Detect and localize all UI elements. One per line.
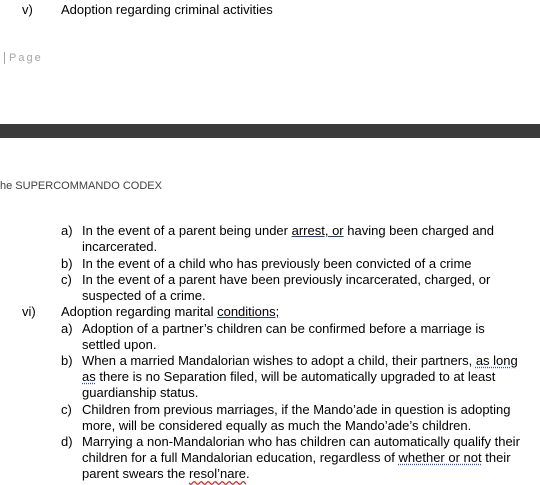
page-footer-label: Page xyxy=(9,52,43,64)
list-item-text: children for a full Mandalorian education, regardless of whether or not their xyxy=(82,450,511,465)
page-separator xyxy=(0,124,540,138)
grammar-flag[interactable]: as long xyxy=(475,353,518,368)
list-item-text: In the event of a parent being under arrest, or having been charged and xyxy=(82,223,494,238)
list-marker: vi) xyxy=(22,304,36,319)
list-marker: c) xyxy=(61,272,72,287)
list-item-text: parent swears the resol’nare. xyxy=(82,466,250,481)
list-item-text: suspected of a crime. xyxy=(82,288,206,303)
document-page-previous xyxy=(0,0,540,124)
list-item-text: When a married Mandalorian wishes to adopt a child, their partners, as long xyxy=(82,353,518,368)
list-item-text: In the event of a child who has previously been convicted of a crime xyxy=(82,256,472,271)
list-marker: a) xyxy=(61,321,73,336)
grammar-flag[interactable]: as xyxy=(82,369,96,384)
list-marker: d) xyxy=(61,434,73,449)
list-item-text: settled upon. xyxy=(82,337,157,352)
grammar-flag[interactable]: whether or not xyxy=(398,450,482,465)
list-marker: c) xyxy=(61,402,72,417)
link-text[interactable]: arrest, or xyxy=(291,223,344,238)
page-footer-divider xyxy=(4,52,5,64)
page-header-title: he SUPERCOMMANDO CODEX xyxy=(0,180,162,192)
list-item-text: In the event of a parent have been previously incarcerated, charged, or xyxy=(82,272,491,287)
list-item-text: Adoption of a partner’s children can be confirmed before a marriage is xyxy=(82,321,485,336)
list-marker: a) xyxy=(61,223,73,238)
list-item-text: more, will be considered equally as much the Mando’ade’s children. xyxy=(82,418,472,433)
list-marker: b) xyxy=(61,353,73,368)
list-item-text: Adoption regarding criminal activities xyxy=(61,2,273,17)
list-item-text: incarcerated. xyxy=(82,239,158,254)
list-item-text: as there is no Separation filed, will be automatically upgraded to at least xyxy=(82,369,496,384)
spelling-flag[interactable]: resol’nare xyxy=(188,466,247,481)
link-text[interactable]: conditions; xyxy=(217,304,280,319)
list-item-text: Children from previous marriages, if the Mando’ade in question is adopting xyxy=(82,402,511,417)
list-item-text: guardianship status. xyxy=(82,385,199,400)
list-marker: b) xyxy=(61,256,73,271)
list-item-text: Adoption regarding marital conditions; xyxy=(61,304,280,319)
list-marker: v) xyxy=(22,2,33,17)
list-item-text: Marrying a non-Mandalorian who has children can automatically qualify their xyxy=(82,434,520,449)
